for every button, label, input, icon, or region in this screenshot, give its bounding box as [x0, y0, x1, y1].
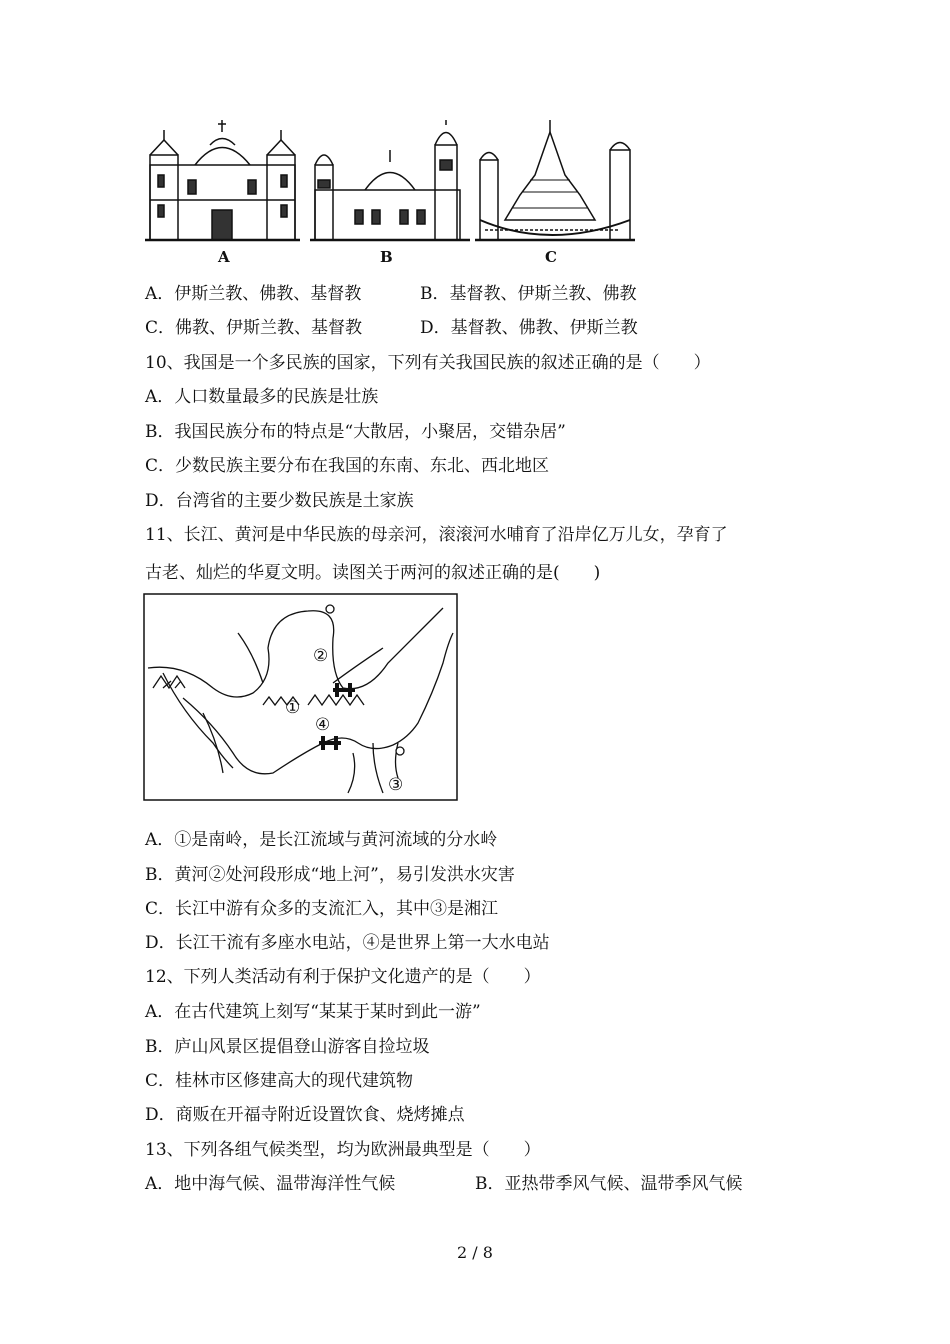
q13-option-b: B．亚热带季风气候、温带季风气候	[475, 1174, 743, 1194]
q13-option-a: A．地中海气候、温带海洋性气候	[145, 1174, 396, 1194]
map-label-2: ②	[313, 646, 329, 666]
q9-option-a: A．伊斯兰教、佛教、基督教	[145, 284, 362, 304]
figure-label-b: B	[380, 248, 393, 265]
q11-stem-line1: 11、长江、黄河是中华民族的母亲河，滚滚河水哺育了沿岸亿万儿女，孕育了	[145, 525, 728, 545]
q10-option-a: A．人口数量最多的民族是壮族	[145, 387, 379, 407]
q10-option-b: B．我国民族分布的特点是“大散居，小聚居，交错杂居”	[145, 422, 566, 442]
q12-option-d: D．商贩在开福寺附近设置饮食、烧烤摊点	[145, 1105, 465, 1125]
q10-stem: 10、我国是一个多民族的国家，下列有关我国民族的叙述正确的是（ ）	[145, 353, 711, 373]
q12-option-b: B．庐山风景区提倡登山游客自捡垃圾	[145, 1037, 430, 1057]
map-label-4: ④	[315, 715, 331, 735]
figure-label-c: C	[545, 248, 557, 265]
religious-buildings-figure	[140, 120, 640, 265]
figure-label-a: A	[218, 248, 230, 265]
rivers-map	[143, 593, 458, 801]
q12-stem: 12、下列人类活动有利于保护文化遗产的是（ ）	[145, 967, 541, 987]
mosque-building-b	[310, 120, 470, 240]
q12-option-a: A．在古代建筑上刻写“某某于某时到此一游”	[145, 1002, 481, 1022]
q11-option-a: A．①是南岭，是长江流域与黄河流域的分水岭	[145, 830, 498, 850]
page-number: 2 / 8	[457, 1243, 493, 1262]
church-building-a	[145, 120, 300, 240]
q11-option-c: C．长江中游有众多的支流汇入，其中③是湘江	[145, 899, 499, 919]
map-label-1: ①	[285, 698, 301, 718]
q9-option-b: B．基督教、伊斯兰教、佛教	[420, 284, 637, 304]
q12-option-c: C．桂林市区修建高大的现代建筑物	[145, 1071, 414, 1091]
q13-stem: 13、下列各组气候类型，均为欧洲最典型是（ ）	[145, 1140, 541, 1160]
q9-option-d: D．基督教、佛教、伊斯兰教	[420, 318, 638, 338]
pagoda-building-c	[475, 120, 635, 240]
q9-option-c: C．佛教、伊斯兰教、基督教	[145, 318, 363, 338]
q10-option-c: C．少数民族主要分布在我国的东南、东北、西北地区	[145, 456, 550, 476]
q11-option-b: B．黄河②处河段形成“地上河”，易引发洪水灾害	[145, 865, 515, 885]
q11-option-d: D．长江干流有多座水电站，④是世界上第一大水电站	[145, 933, 550, 953]
map-label-3: ③	[388, 775, 404, 795]
q10-option-d: D．台湾省的主要少数民族是土家族	[145, 491, 414, 511]
q11-stem-line2: 古老、灿烂的华夏文明。读图关于两河的叙述正确的是( )	[145, 563, 601, 583]
